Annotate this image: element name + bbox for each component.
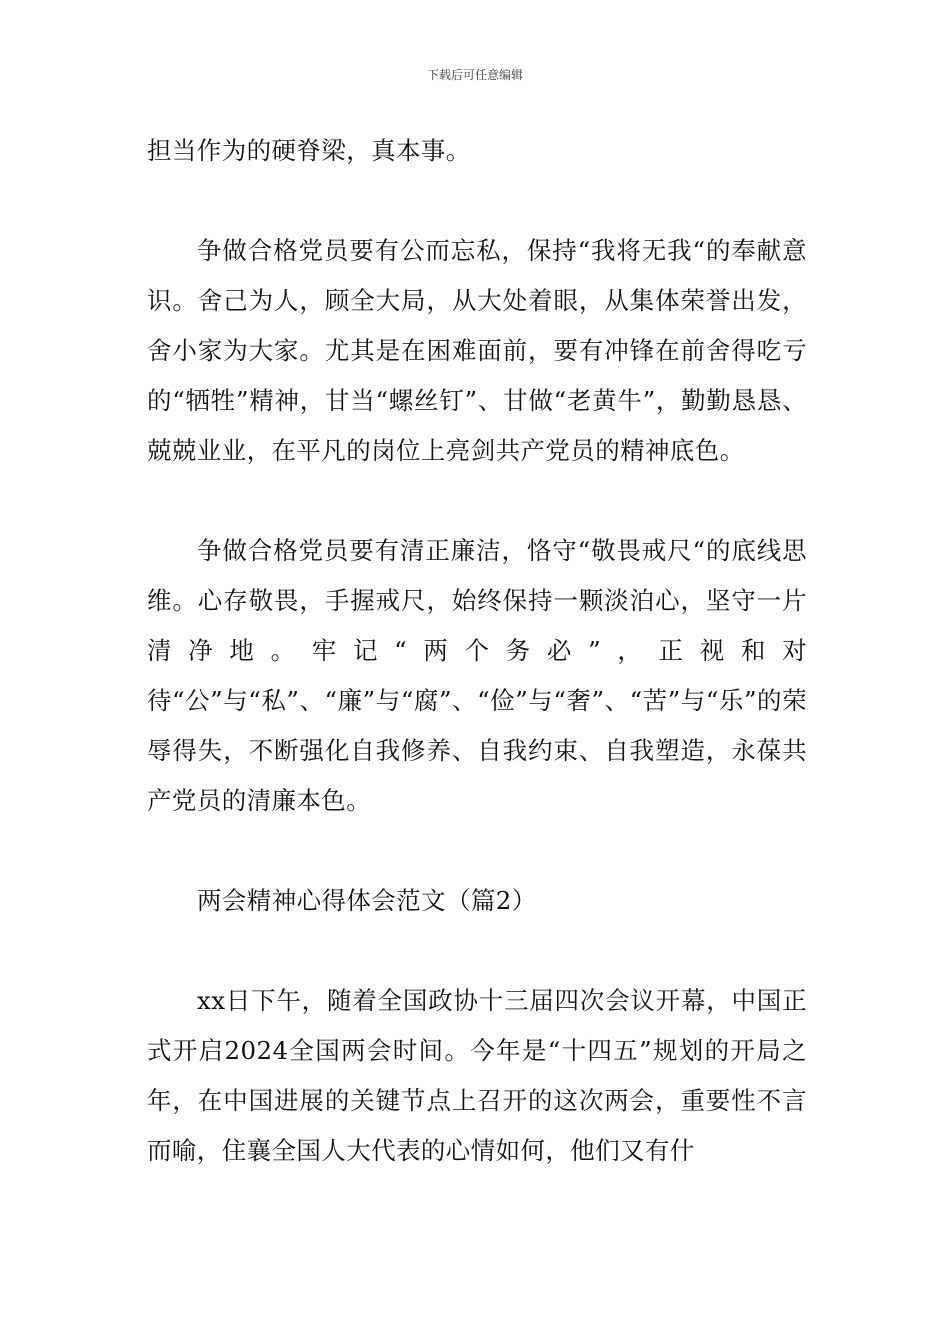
paragraph-two-sessions: xx日下午，随着全国政协十三届四次会议开幕，中国正式开启2024全国两会时间。今年是“十四五”规划的开局之年，在中国进展的关键节点上召开的这次两会，重要性不言而喻，住襄全国人大代表的心情如何，他们又有什 — [147, 986, 807, 1165]
paragraph-integrity: 争做合格党员要有清正廉洁，恪守“敬畏戒尺“的底线思维。心存敬畏，手握戒尺，始终保持一颗淡泊心，坚守一片清净地。牢记“两个务必”，正视和对待“公”与“私”、“廉”与“腐”、“俭”与“奢”、“苦”与“乐”的荣辱得失，不断强化自我修养、自我约束、自我塑造，永葆共产党员的清廉本色。 — [147, 536, 807, 815]
document-body — [147, 126, 807, 1176]
section-heading: 两会精神心得体会范文（篇2） — [197, 886, 537, 915]
paragraph-continuation: 担当作为的硬脊梁，真本事。 — [147, 136, 471, 165]
paragraph-selfless-dedication: 争做合格党员要有公而忘私，保持“我将无我“的奉献意识。舍己为人，顾全大局，从大处着眼，从集体荣誉出发，舍小家为大家。尤其是在困难面前，要有冲锋在前舍得吃亏的“牺牲”精神，甘当“螺丝钉”、甘做“老黄牛”，勤勤恳恳、兢兢业业，在平凡的岗位上亮剑共产党员的精神底色。 — [147, 236, 807, 465]
page-header: 下载后可任意编辑 — [426, 68, 523, 82]
